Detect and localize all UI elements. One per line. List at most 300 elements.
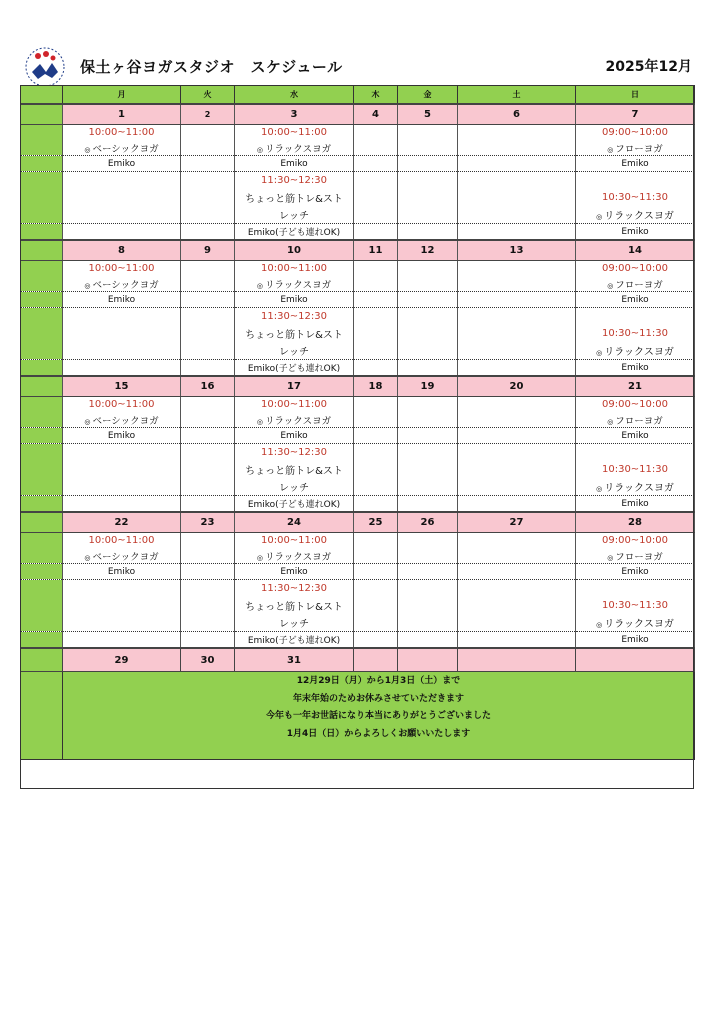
empty-cell [354,156,398,172]
teacher-sun: Emiko [576,564,695,580]
class-name-text: リラックスヨガ [264,143,332,155]
class2-name-wed: ちょっと筋トレ&スト [235,189,354,206]
empty-cell [181,206,235,224]
teacher2-sun: Emiko [576,224,695,241]
side-cell [21,564,63,580]
teacher-row [21,564,695,580]
empty-cell [398,397,458,413]
empty-cell [354,412,398,428]
empty-cell [398,224,458,241]
class2-time-wed: 11:30~12:30 [235,172,354,190]
class-name-text: ベーシックヨガ [92,551,159,563]
empty-cell [354,206,398,224]
date-number: 11 [368,245,383,256]
empty-cell [63,614,181,632]
class-time-sun: 09:00~10:00 [576,261,695,277]
date-number: 15 [114,381,129,392]
teacher-wed: Emiko [235,292,354,308]
side-cell [21,325,63,342]
teacher-mon: Emiko [63,428,181,444]
teacher2-wed: Emiko(子ども連れOK) [235,632,354,649]
teacher-mon: Emiko [63,156,181,172]
class2-row-2 [21,597,695,614]
empty-cell [458,189,576,206]
date-cell [235,376,354,397]
date-cell [181,512,235,533]
empty-cell [63,172,181,190]
empty-cell [181,342,235,360]
empty-cell [354,140,398,156]
empty-cell [354,397,398,413]
side-cell [21,308,63,326]
date-cell [354,104,398,125]
class2-time-sun: 10:30~11:30 [576,597,695,614]
class2-row-1 [21,580,695,598]
notice-line: 年末年始のためお休みさせていただきます [292,693,464,704]
empty-cell [63,206,181,224]
empty-cell [398,206,458,224]
class2-time-wed: 11:30~12:30 [235,580,354,598]
empty-cell [181,564,235,580]
empty-cell [181,496,235,513]
date-cell [63,240,181,261]
header-blank [21,86,63,105]
empty-cell [398,597,458,614]
empty-cell [398,342,458,360]
teacher2-row [21,224,695,241]
class-name-text: リラックスヨガ [604,347,674,358]
empty-cell [398,533,458,549]
class2-row-3 [21,478,695,496]
class-name-sun [576,140,695,156]
empty-cell [354,564,398,580]
empty-cell [354,496,398,513]
class-name-text: リラックスヨガ [264,415,332,427]
empty-cell [63,478,181,496]
date-number: 5 [424,109,431,120]
empty-cell [354,614,398,632]
empty-cell [63,496,181,513]
side-cell [21,156,63,172]
date-number: 26 [420,517,435,528]
teacher2-row [21,496,695,513]
empty-cell [354,548,398,564]
empty-cell [458,224,576,241]
date-number: 23 [200,517,215,528]
empty-cell [63,632,181,649]
empty-cell [354,292,398,308]
bullet-icon: ◎ [256,281,263,290]
class2-row-2 [21,189,695,206]
class2-name-sun [576,478,695,496]
date-number: 21 [628,381,642,392]
teacher2-row [21,360,695,377]
empty-cell [458,597,576,614]
date-cell [576,512,695,533]
date-number: 8 [118,245,125,256]
empty-cell [63,360,181,377]
empty-cell [354,308,398,326]
date-cell [398,512,458,533]
class-time-mon: 10:00~11:00 [63,125,181,141]
empty-cell [458,478,576,496]
class-name-wed [235,412,354,428]
date-number: 2 [204,110,211,119]
class-time-sun: 09:00~10:00 [576,397,695,413]
bullet-icon: ◎ [596,621,603,629]
empty-cell [458,632,576,649]
empty-cell [398,308,458,326]
teacher2-sun: Emiko [576,496,695,513]
empty-cell [354,276,398,292]
date-number: 3 [290,109,298,120]
side-cell [21,276,63,292]
side-cell [21,648,63,672]
bullet-icon: ◎ [596,485,603,493]
teacher-wed: Emiko [235,428,354,444]
empty-cell [181,276,235,292]
date-number: 18 [368,381,383,392]
empty-cell [398,189,458,206]
page-title: 保土ヶ谷ヨガスタジオ スケジュール [80,58,343,76]
empty-cell [354,125,398,141]
class-name-text: フローヨガ [615,415,663,427]
date-number: 22 [114,517,129,528]
empty-cell [181,397,235,413]
bullet-icon: ◎ [596,349,603,357]
empty-cell [181,156,235,172]
empty-cell [181,292,235,308]
empty-cell [181,325,235,342]
empty-cell [458,261,576,277]
empty-cell [398,648,458,672]
date-cell [398,376,458,397]
teacher-mon: Emiko [63,292,181,308]
teacher-row [21,292,695,308]
empty-cell [63,308,181,326]
date-number: 1 [118,109,125,120]
empty-cell [458,533,576,549]
side-cell [21,580,63,598]
bullet-icon: ◎ [607,417,614,426]
empty-cell [398,261,458,277]
empty-cell [181,461,235,478]
empty-cell [398,276,458,292]
class-name-row [21,412,695,428]
studio-logo [24,46,66,88]
teacher2-wed: Emiko(子ども連れOK) [235,224,354,241]
side-cell [21,206,63,224]
date-cell [235,104,354,125]
side-cell [21,597,63,614]
class-time-row [21,125,695,141]
empty-cell [354,325,398,342]
date-number: 24 [287,517,301,528]
class2-row-2 [21,325,695,342]
empty-cell [458,580,576,598]
empty-cell [458,156,576,172]
notice-line: 今年も一年お世話になり本当にありがとうございました [265,711,491,721]
side-cell [21,104,63,125]
empty-cell [354,444,398,462]
bullet-icon: ◎ [84,145,91,154]
empty-cell [181,189,235,206]
empty-cell [354,632,398,649]
empty-cell [458,308,576,326]
class-name-wed [235,276,354,292]
class-name-text: リラックスヨガ [604,211,674,222]
empty-cell [576,648,695,672]
class-time-wed: 10:00~11:00 [235,533,354,549]
teacher-wed: Emiko [235,156,354,172]
side-cell [21,292,63,308]
empty-cell [181,224,235,241]
weekday-header-row [21,86,695,105]
empty-cell [458,412,576,428]
class2-time-sun: 10:30~11:30 [576,189,695,206]
date-cell [354,376,398,397]
date-cell [181,376,235,397]
side-cell [21,240,63,261]
teacher-row [21,156,695,172]
date-cell: 30 [181,648,235,672]
class2-name-wed-line2: レッチ [235,206,354,224]
empty-cell [181,478,235,496]
side-cell [21,478,63,496]
bullet-icon: ◎ [256,417,263,426]
bullet-icon: ◎ [256,145,263,154]
class-name-text: リラックスヨガ [604,483,674,494]
date-number: 27 [509,517,524,528]
date-cell: 29 [63,648,181,672]
class2-time-wed: 11:30~12:30 [235,308,354,326]
class-name-mon [63,412,181,428]
empty-cell [398,478,458,496]
empty-cell [398,125,458,141]
empty-cell [398,156,458,172]
empty-cell [354,360,398,377]
class-time-wed: 10:00~11:00 [235,125,354,141]
class2-name-sun [576,206,695,224]
empty-cell [458,140,576,156]
notice-line: 12月29日（月）から1月3日（土）まで [296,676,461,686]
side-cell [21,672,63,760]
empty-cell [458,648,576,672]
empty-cell [63,342,181,360]
empty-cell [354,261,398,277]
teacher-sun: Emiko [576,292,695,308]
date-cell [458,512,576,533]
teacher-sun: Emiko [576,428,695,444]
date-number: 20 [509,381,524,392]
bullet-icon: ◎ [607,281,614,290]
date-number: 12 [420,245,435,256]
side-cell [21,512,63,533]
empty-cell [63,189,181,206]
class2-time-sun: 10:30~11:30 [576,461,695,478]
class-name-text: リラックスヨガ [264,551,332,563]
day-header-fri: 金 [398,86,458,105]
empty-cell [354,342,398,360]
class2-row-3 [21,614,695,632]
side-cell [21,461,63,478]
date-row [21,104,695,125]
class2-row-1 [21,308,695,326]
teacher-wed: Emiko [235,564,354,580]
class-name-text: ベーシックヨガ [92,279,159,291]
empty-cell [398,292,458,308]
empty-cell [354,224,398,241]
bullet-icon: ◎ [84,553,91,562]
class-name-text: ベーシックヨガ [92,415,159,427]
date-cell: 31 [235,648,354,672]
date-number: 17 [287,381,301,392]
class2-row-2 [21,461,695,478]
side-cell [21,533,63,549]
empty-cell [181,614,235,632]
empty-cell [576,308,695,326]
schedule-table [20,85,695,760]
date-cell [235,240,354,261]
class-name-text: フローヨガ [615,551,663,563]
empty-cell [398,172,458,190]
empty-cell [458,496,576,513]
empty-cell [354,172,398,190]
class-name-text: ベーシックヨガ [92,143,159,155]
date-number: 9 [204,245,211,256]
empty-cell [458,564,576,580]
date-cell [354,240,398,261]
date-row [21,240,695,261]
bullet-icon: ◎ [84,281,91,290]
empty-cell [181,412,235,428]
empty-cell [458,397,576,413]
notice-line: 1月4日（日）からよろしくお願いいたします [286,728,471,739]
date-cell [576,104,695,125]
notice-row [21,672,695,760]
day-header-tue: 火 [181,86,235,105]
date-cell [458,104,576,125]
empty-cell [398,548,458,564]
empty-cell [63,597,181,614]
teacher2-sun: Emiko [576,632,695,649]
empty-cell [354,648,398,672]
date-row [21,512,695,533]
empty-cell [398,360,458,377]
empty-cell [63,461,181,478]
class2-name-wed-line2: レッチ [235,614,354,632]
bullet-icon: ◎ [256,553,263,562]
empty-cell [458,614,576,632]
day-header-sun: 日 [576,86,695,105]
class-time-mon: 10:00~11:00 [63,397,181,413]
empty-cell [458,360,576,377]
empty-cell [354,533,398,549]
empty-cell [63,444,181,462]
class-name-wed [235,548,354,564]
empty-cell [63,224,181,241]
empty-cell [354,189,398,206]
side-cell [21,428,63,444]
class2-name-wed: ちょっと筋トレ&スト [235,461,354,478]
empty-cell [398,412,458,428]
class2-row-3 [21,342,695,360]
class-name-sun [576,276,695,292]
teacher-sun: Emiko [576,156,695,172]
class2-name-sun [576,342,695,360]
side-cell [21,172,63,190]
empty-cell [398,444,458,462]
side-cell [21,412,63,428]
side-cell [21,496,63,513]
teacher2-wed: Emiko(子ども連れOK) [235,496,354,513]
empty-cell [181,261,235,277]
empty-cell [181,533,235,549]
class-name-row [21,140,695,156]
class-time-row [21,261,695,277]
empty-cell [398,580,458,598]
date-number: 28 [628,517,642,528]
class-name-text: リラックスヨガ [604,619,674,630]
empty-cell [458,172,576,190]
side-cell [21,261,63,277]
date-cell [63,512,181,533]
empty-cell [354,580,398,598]
month-label: 2025年12月 [605,59,692,75]
date-number: 19 [420,381,435,392]
empty-cell [458,276,576,292]
empty-cell [63,580,181,598]
side-cell [21,376,63,397]
date-cell [181,240,235,261]
empty-cell [181,632,235,649]
empty-cell [398,496,458,513]
bullet-icon: ◎ [607,553,614,562]
side-cell [21,224,63,241]
day-header-mon: 月 [63,86,181,105]
date-cell [181,104,235,125]
side-cell [21,189,63,206]
date-number: 7 [631,109,639,120]
empty-cell [458,325,576,342]
empty-cell [398,564,458,580]
empty-cell [398,614,458,632]
class2-row-3 [21,206,695,224]
class2-name-sun [576,614,695,632]
side-cell [21,614,63,632]
class2-row-1 [21,172,695,190]
empty-cell [458,444,576,462]
date-row [21,376,695,397]
teacher2-row [21,632,695,649]
class-name-text: フローヨガ [615,279,663,291]
empty-cell [181,580,235,598]
empty-cell [576,444,695,462]
empty-cell [181,597,235,614]
side-cell [21,140,63,156]
class-time-wed: 10:00~11:00 [235,261,354,277]
class-name-text: リラックスヨガ [264,279,332,291]
side-cell [21,444,63,462]
empty-cell [354,597,398,614]
class2-name-wed: ちょっと筋トレ&スト [235,597,354,614]
date-number: 13 [509,245,524,256]
date-number: 14 [628,245,642,256]
empty-cell [181,548,235,564]
empty-cell [398,461,458,478]
class2-name-wed-line2: レッチ [235,342,354,360]
class-time-sun: 09:00~10:00 [576,533,695,549]
